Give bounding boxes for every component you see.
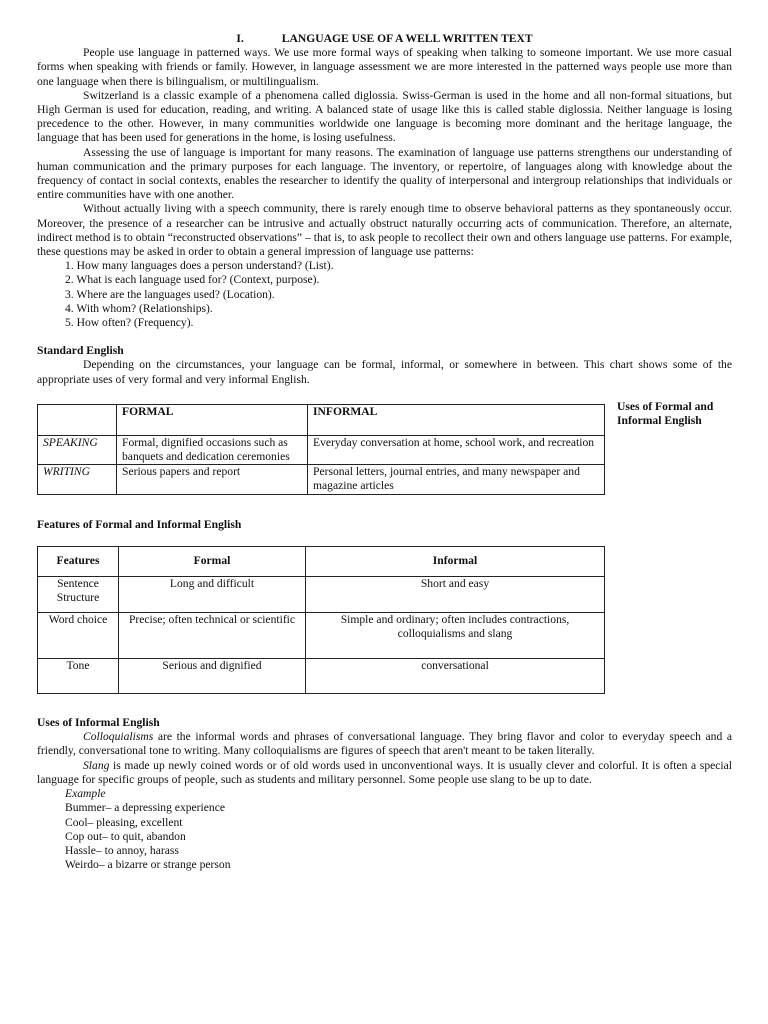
- question-item: 1. How many languages does a person understand? (List).: [65, 259, 334, 273]
- features-header-informal: Informal: [306, 547, 605, 577]
- list-item: Hassle– to annoy, harass: [65, 843, 179, 857]
- features-table-header: [38, 547, 605, 577]
- features-cell: Short and easy: [306, 577, 605, 613]
- paragraph-3: Assessing the use of language is important for many reasons. The examination of language use patterns strengthens our understanding of human communication and the primary purposes for each language. The inventory, or repertoire, of languages along with knowledge about the frequency of contact in social contexts, enables the researcher to identify the quality of interpersonal and intergroup relationships that individuals or entire communities have with one another.: [37, 145, 732, 202]
- section-title: [37, 32, 732, 46]
- paragraph-2: Switzerland is a classic example of a phenomena called diglossia. Swiss-German is used in the home and all non-formal situations, but High German is used for education, reading, and writing. A balanced state of usage like this is called stable diglossia. Neither language is losing precedence to the other. However, in many communities worldwide one language is becoming more dominant and the heritage language, the language that has been used for generations in the home, is losing usefulness.: [37, 88, 732, 145]
- uses-row-label: WRITING: [38, 465, 117, 494]
- uses-table-header: [38, 404, 605, 435]
- table-row: [38, 435, 605, 464]
- section-number: I.: [236, 32, 244, 45]
- table-row: [38, 577, 605, 613]
- example-list: [65, 787, 732, 872]
- question-item: 4. With whom? (Relationships).: [65, 301, 213, 315]
- question-list: [65, 259, 732, 330]
- paragraph-1: People use language in patterned ways. We use more formal ways of speaking when talking to someone important. We use more casual forms when speaking with friends or family. However, in language assessment we are more interested in the patterned ways people use more than one language when there is bilingualism, or multilingualism.: [37, 46, 732, 88]
- features-cell: conversational: [306, 659, 605, 694]
- colloquialisms-text: are the informal words and phrases of conversational language. They bring flavor and color to everyday speech and a friendly, conversational tone to writing. Many colloquialisms are figures of speech that aren't meant to be taken literally.: [37, 730, 732, 758]
- uses-table-header-informal: INFORMAL: [308, 404, 605, 435]
- informal-uses-heading: Uses of Informal English: [37, 716, 160, 730]
- list-item: Cop out– to quit, abandon: [65, 829, 186, 843]
- uses-table-caption: Uses of Formal and Informal English: [617, 399, 714, 428]
- features-heading: Features of Formal and Informal English: [37, 517, 242, 531]
- paragraph-4: Without actually living with a speech community, there is rarely enough time to observe behavioral patterns as they spontaneously occur. Moreover, the presence of a researcher can be intrusive and actually obstruct naturally occurring acts of communication. Therefore, an alternate, indirect method is to obtain “reconstructed observations” – that is, to ask people to recollect their own and others language use patterns. For example, these questions may be asked in order to obtain a general impression of language use patterns:: [37, 202, 732, 259]
- list-item: Bummer– a depressing experience: [65, 801, 225, 815]
- uses-cell: Serious papers and report: [117, 465, 308, 494]
- list-item: Weirdo– a bizarre or strange person: [65, 858, 231, 872]
- example-label: Example: [65, 787, 106, 801]
- uses-table: [37, 404, 605, 495]
- question-item: 2. What is each language used for? (Context, purpose).: [65, 273, 320, 287]
- features-cell: Precise; often technical or scientific: [119, 613, 306, 659]
- document-page: [37, 32, 732, 872]
- slang-term: Slang: [83, 758, 110, 772]
- features-cell: Simple and ordinary; often includes contractions, colloquialisms and slang: [306, 613, 605, 659]
- features-cell: Word choice: [38, 613, 119, 659]
- slang-text: is made up newly coined words or of old words used in unconventional ways. It is usually clever and colorful. It is often a special language for specific groups of people, such as students and military personnel. Some people use slang to be up to date.: [37, 758, 732, 786]
- standard-english-text: Depending on the circumstances, your language can be formal, informal, or somewhere in between. This chart shows some of the appropriate uses of very formal and very informal English.: [37, 358, 732, 386]
- table-row: [38, 659, 605, 694]
- question-item: 5. How often? (Frequency).: [65, 316, 194, 330]
- uses-cell: Everyday conversation at home, school work, and recreation: [308, 435, 605, 464]
- list-item: Cool– pleasing, excellent: [65, 815, 183, 829]
- features-table: [37, 546, 605, 694]
- section-title-text: LANGUAGE USE OF A WELL WRITTEN TEXT: [281, 32, 533, 45]
- features-header-features: Features: [38, 547, 119, 577]
- uses-row-label: SPEAKING: [38, 435, 117, 464]
- uses-table-header-formal: FORMAL: [117, 404, 308, 435]
- features-header-formal: Formal: [119, 547, 306, 577]
- table-row: [38, 613, 605, 659]
- table-row: [38, 465, 605, 494]
- slang-paragraph: [37, 759, 732, 787]
- standard-english-heading: Standard English: [37, 344, 124, 358]
- colloquialisms-term: Colloquialisms: [83, 730, 154, 744]
- features-cell: Tone: [38, 659, 119, 694]
- colloquialisms-paragraph: [37, 730, 732, 758]
- features-cell: Serious and dignified: [119, 659, 306, 694]
- question-item: 3. Where are the languages used? (Location).: [65, 287, 275, 301]
- uses-cell: Formal, dignified occasions such as banquets and dedication ceremonies: [117, 435, 308, 464]
- features-cell: Sentence Structure: [38, 577, 119, 613]
- uses-table-corner: [38, 404, 117, 435]
- uses-cell: Personal letters, journal entries, and many newspaper and magazine articles: [308, 465, 605, 494]
- features-cell: Long and difficult: [119, 577, 306, 613]
- uses-chart-row: [37, 400, 732, 504]
